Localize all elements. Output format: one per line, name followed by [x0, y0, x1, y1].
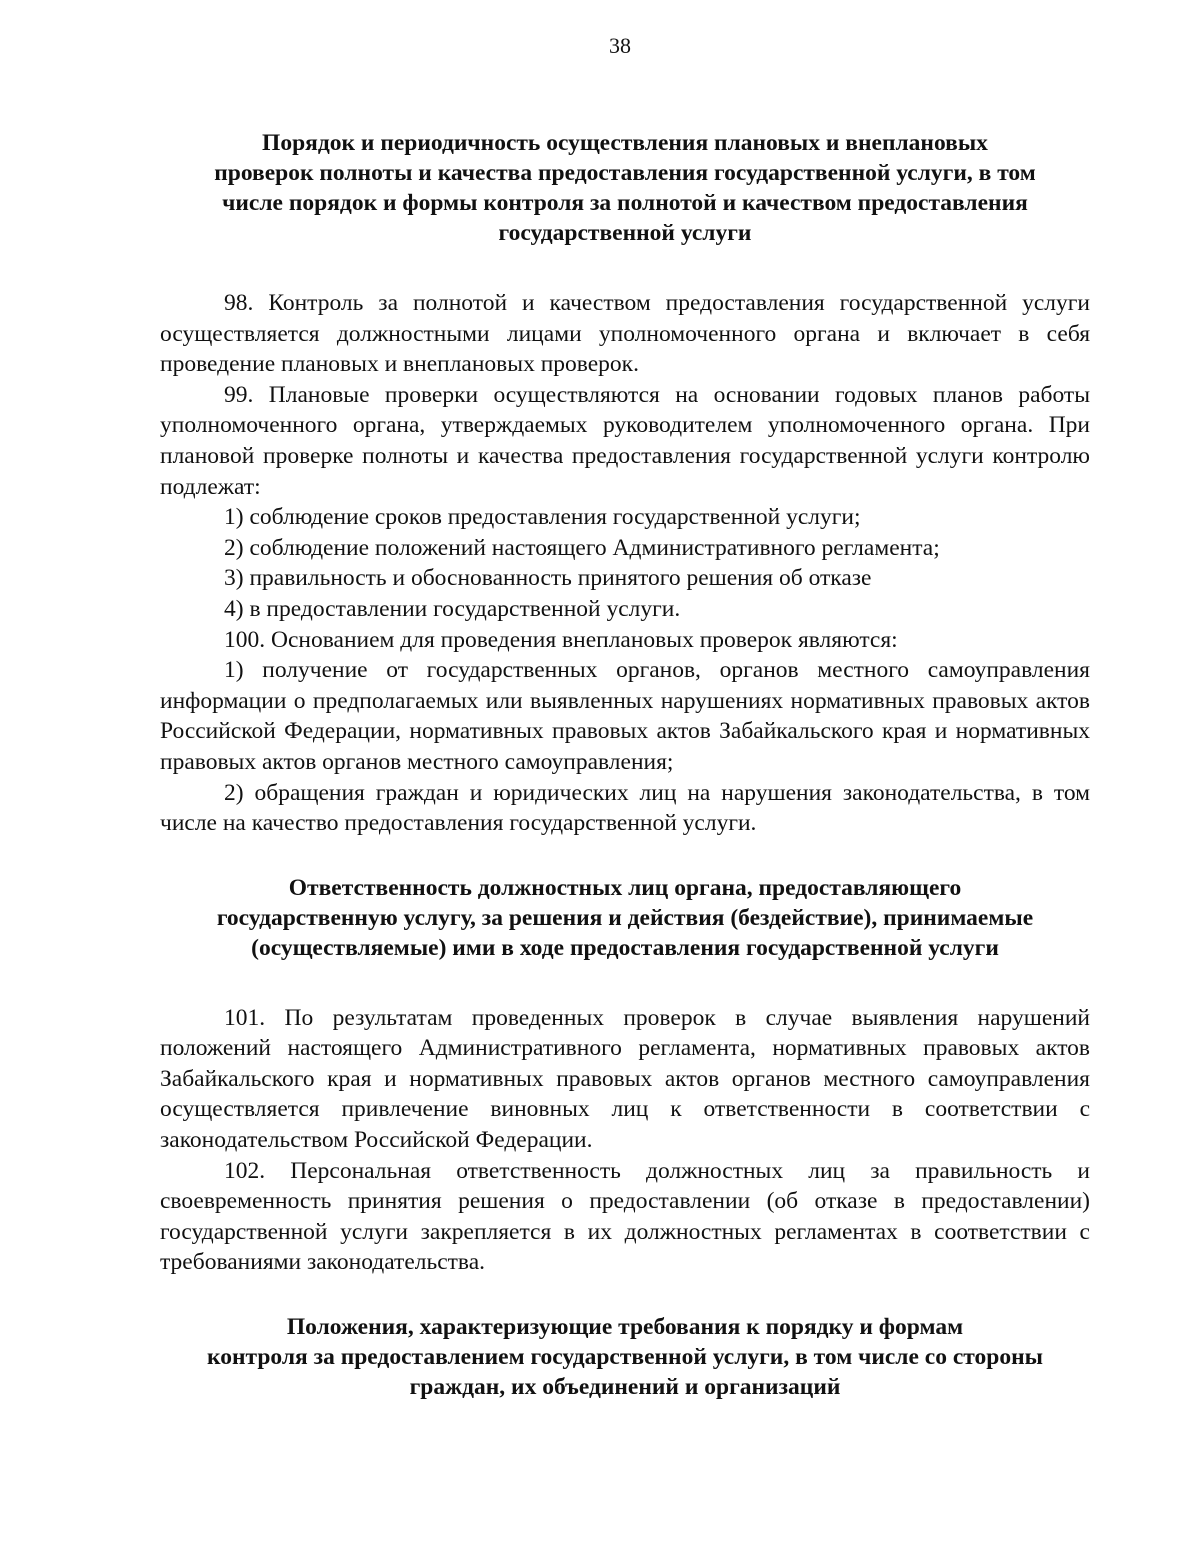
document-body: [160, 128, 1090, 1402]
heading-line: граждан, их объединений и организаций: [409, 1374, 841, 1401]
heading-line: (осуществляемые) ими в ходе предоставления государственной услуги: [251, 934, 999, 961]
heading-line: государственной услуги: [498, 220, 752, 246]
heading-line: числе порядок и формы контроля за полнотой и качеством предоставления: [222, 190, 1028, 216]
heading-line: контроля за предоставлением государственной услуги, в том числе со стороны: [207, 1344, 1043, 1371]
heading-line: Порядок и периодичность осуществления плановых и внеплановых: [262, 130, 988, 156]
list-item: 1) соблюдение сроков предоставления государственной услуги;: [224, 504, 861, 531]
paragraph-100: 100. Основанием для проведения внеплановых проверок являются:: [224, 626, 898, 653]
heading-line: Ответственность должностных лиц органа, предоставляющего: [288, 874, 962, 901]
paragraph-102: 102. Персональная ответственность должностных лиц за правильность и своевременность принятия решения о предоставлении (об отказе в предоставлении) государственной услуги закрепляется в их должностных регламентах в соответствии с требованиями законодательства.: [160, 1157, 1090, 1276]
list-item: 3) правильность и обоснованность принятого решения об отказе: [224, 565, 872, 592]
list-item: 2) обращения граждан и юридических лиц на нарушения законодательства, в том числе на качество предоставления государственной услуги.: [160, 779, 1090, 837]
paragraph-101: 101. По результатам проведенных проверок в случае выявления нарушений положений настоящего Административного регламента, нормативных правовых актов Забайкальского края и нормативных правовых актов органов местного самоуправления осуществляется привлечение виновных лиц к ответственности в соответствии с законодательством Российской Федерации.: [160, 1004, 1090, 1154]
page-number: 38: [609, 33, 631, 58]
heading-line: проверок полноты и качества предоставления государственной услуги, в том: [214, 160, 1036, 186]
list-item: 2) соблюдение положений настоящего Административного регламента;: [224, 534, 940, 561]
list-item: 1) получение от государственных органов, органов местного самоуправления информации о предполагаемых или выявленных нарушениях нормативных правовых актов Российской Федерации, нормативных правовых актов Забайкальского края и нормативных правовых актов органов местного самоуправления;: [160, 657, 1090, 775]
heading-line: государственную услугу, за решения и действия (бездействие), принимаемые: [216, 904, 1034, 931]
section-heading-control-requirements: [160, 1312, 1090, 1402]
list-item: 4) в предоставлении государственной услуги.: [224, 595, 681, 622]
heading-line: Положения, характеризующие требования к порядку и формам: [286, 1314, 964, 1341]
paragraph-98: 98. Контроль за полнотой и качеством предоставления государственной услуги осуществляется должностными лицами уполномоченного органа и включает в себя проведение плановых и внеплановых проверок.: [160, 290, 1090, 378]
section-heading-responsibility: [160, 873, 1090, 963]
section-heading-control-procedure: [160, 128, 1090, 248]
paragraph-99: 99. Плановые проверки осуществляются на основании годовых планов работы уполномоченного органа, утверждаемых руководителем уполномоченного органа. При плановой проверке полноты и качества предоставления государственной услуги контролю подлежат:: [160, 381, 1090, 500]
